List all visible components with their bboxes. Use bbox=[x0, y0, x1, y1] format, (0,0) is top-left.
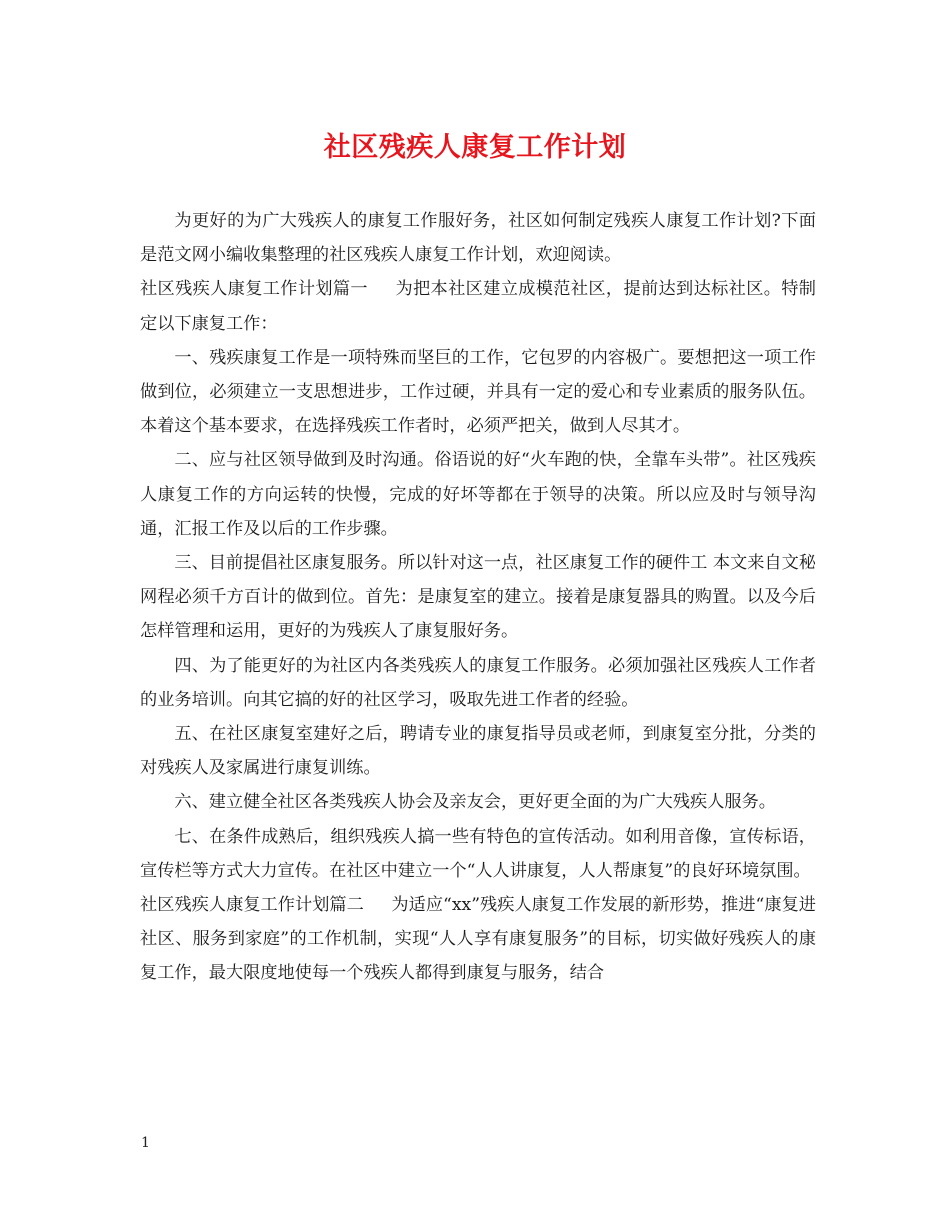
document-title: 社区残疾人康复工作计划 bbox=[323, 132, 627, 163]
section-heading-one: 社区残疾人康复工作计划篇一 bbox=[140, 279, 368, 300]
section-one-paragraph bbox=[140, 272, 816, 340]
item-paragraph-4: 四、为了能更好的为社区内各类残疾人的康复工作服务。必须加强社区残疾人工作者的业务培训。向其它搞的好的社区学习，吸取先进工作者的经验。 bbox=[140, 655, 816, 710]
document-body bbox=[140, 204, 816, 991]
item-paragraph-6: 六、建立健全社区各类残疾人协会及亲友会，更好更全面的为广大残疾人服务。 bbox=[174, 792, 776, 813]
item-paragraph-3: 三、目前提倡社区康复服务。所以针对这一点，社区康复工作的硬件工 本文来自文秘网程必须千方百计的做到位。首先：是康复室的建立。接着是康复器具的购置。以及今后怎样管理和运用，更好的为残疾人了康复服好务。 bbox=[140, 553, 816, 642]
item-paragraph-5: 五、在社区康复室建好之后，聘请专业的康复指导员或老师，到康复室分批，分类的对残疾人及家属进行康复训练。 bbox=[140, 724, 816, 779]
item-paragraph-2: 二、应与社区领导做到及时沟通。俗语说的好“火车跑的快，全靠车头带”。社区残疾人康复工作的方向运转的快慢，完成的好坏等都在于领导的决策。所以应及时与领导沟通，汇报工作及以后的工作步骤。 bbox=[140, 450, 816, 539]
section-two-paragraph bbox=[140, 888, 816, 991]
item-paragraph-1: 一、残疾康复工作是一项特殊而坚巨的工作，它包罗的内容极广。要想把这一项工作做到位，必须建立一支思想进步，工作过硬，并具有一定的爱心和专业素质的服务队伍。本着这个基本要求，在选择残疾工作者时，必须严把关，做到人尽其才。 bbox=[140, 347, 816, 437]
section-two-text: 为适应“xx”残疾人康复工作发展的新形势，推进“康复进社区、服务到家庭”的工作机制，实现“人人享有康复服务”的目标，切实做好残疾人的康复工作，最大限度地使每一个残疾人都得到康复与服务，结合 bbox=[140, 895, 816, 984]
item-paragraph-7: 七、在条件成熟后，组织残疾人搞一些有特色的宣传活动。如利用音像，宣传标语，宣传栏等方式大力宣传。在社区中建立一个“人人讲康复，人人帮康复”的良好环境氛围。 bbox=[140, 826, 816, 881]
section-one-text: 为把本社区建立成模范社区，提前达到达标社区。特制定以下康复工作： bbox=[140, 279, 816, 334]
section-heading-two: 社区残疾人康复工作计划篇二 bbox=[140, 895, 364, 916]
page-number: 1 bbox=[141, 1135, 150, 1151]
intro-paragraph: 为更好的为广大残疾人的康复工作服好务，社区如何制定残疾人康复工作计划?下面是范文网小编收集整理的社区残疾人康复工作计划，欢迎阅读。 bbox=[140, 211, 816, 266]
